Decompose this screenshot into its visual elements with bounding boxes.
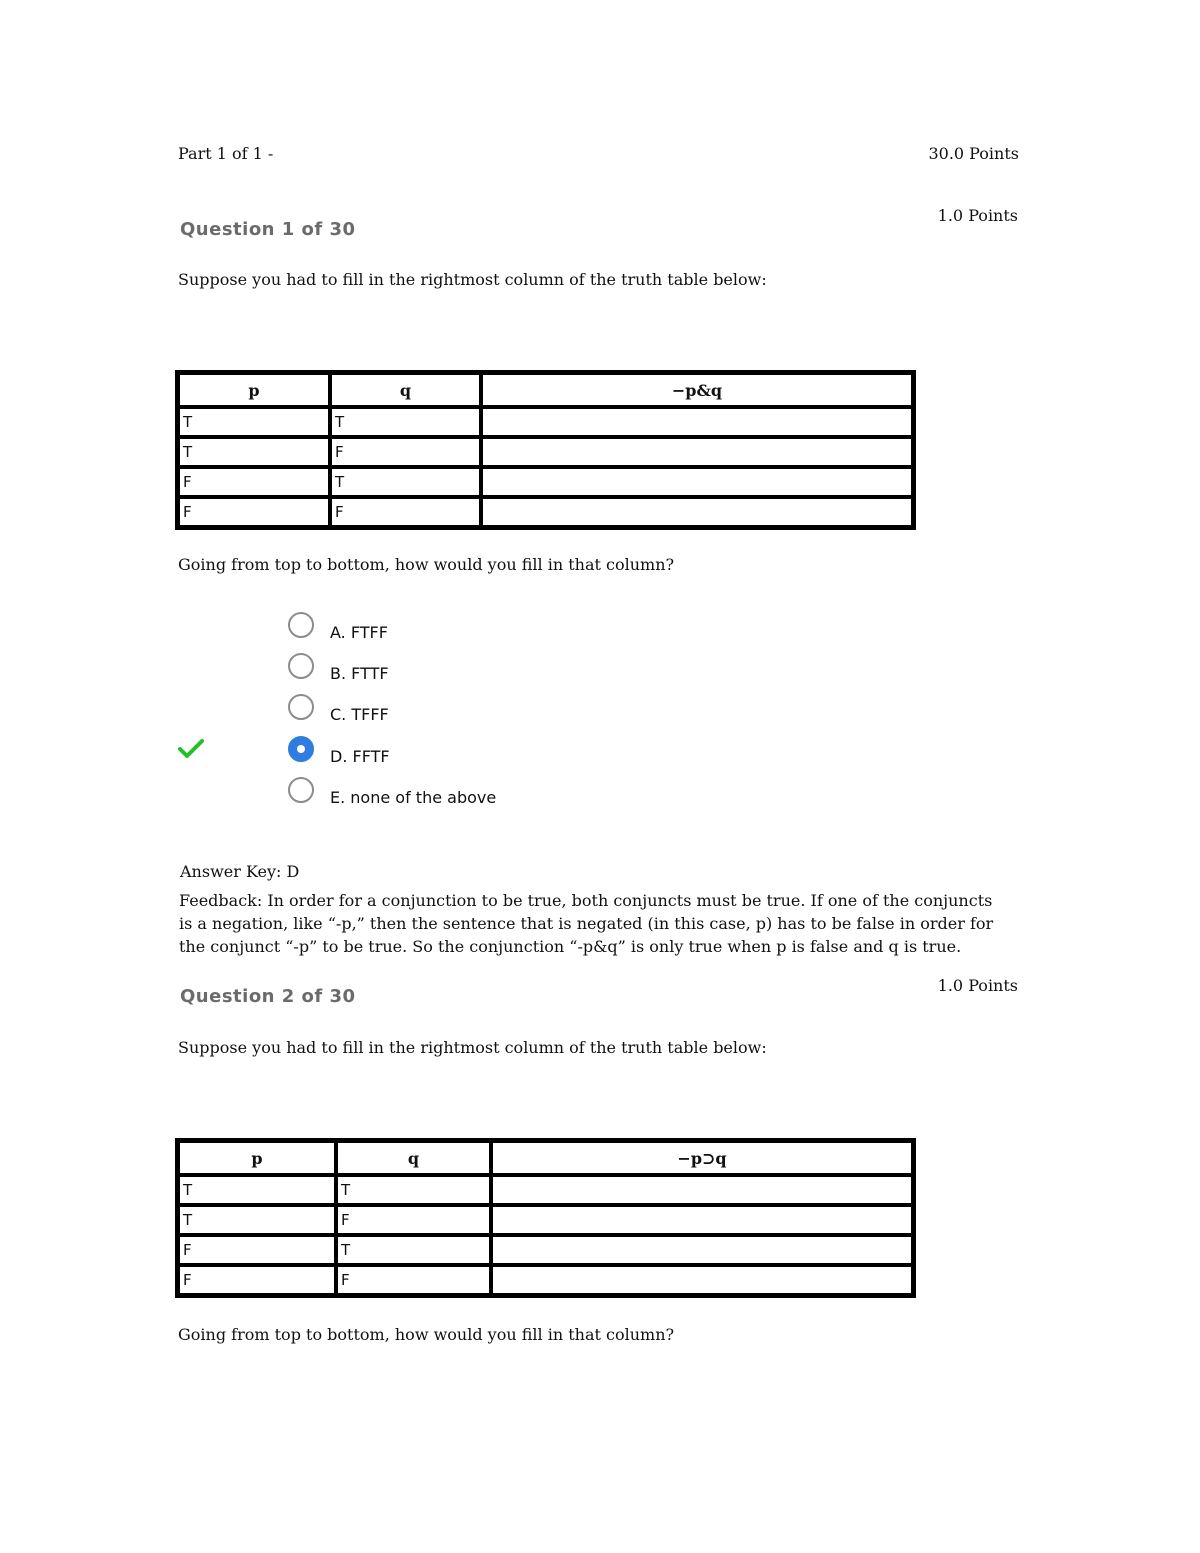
table-cell: F: [178, 467, 330, 497]
table-cell: F: [336, 1205, 491, 1235]
feedback-text: Feedback: In order for a conjunction to be true, both conjuncts must be true. If one of the conjuncts is a negation, like “-p,” then the sentence that is negated (in this case, p) has to be false in order for the conjunct “-p” to be true. So the conjunction “-p&q” is only true when p is false and q is true.: [179, 891, 994, 956]
table-row: [178, 1205, 913, 1235]
table-header-cell: q: [330, 373, 481, 407]
choice-a[interactable]: [288, 608, 388, 642]
table-cell: F: [336, 1265, 491, 1295]
table-cell: T: [178, 437, 330, 467]
answer-key: Answer Key: D: [180, 862, 300, 881]
total-points: 30.0 Points: [928, 144, 1019, 163]
question-2-prompt: Suppose you had to fill in the rightmost column of the truth table below:: [178, 1038, 767, 1057]
table-cell: [491, 1265, 913, 1295]
table-cell: F: [178, 1265, 336, 1295]
question-2-title: Question 2 of 30: [180, 986, 356, 1007]
table-row: [178, 1235, 913, 1265]
question-1-truth-table: [175, 370, 916, 530]
table-row: [178, 437, 913, 467]
question-1-followup: Going from top to bottom, how would you fill in that column?: [178, 555, 675, 574]
radio-dot: [297, 745, 305, 753]
table-cell: [491, 1205, 913, 1235]
choice-label: C. TFFF: [330, 704, 389, 724]
table-cell: T: [178, 1205, 336, 1235]
choice-d[interactable]: [288, 732, 390, 766]
choice-label: B. FTTF: [330, 663, 389, 683]
table-row: [178, 1265, 913, 1295]
table-cell: T: [336, 1175, 491, 1205]
choice-label: D. FFTF: [330, 746, 390, 766]
table-header-row: [178, 1141, 913, 1175]
table-header-row: [178, 373, 913, 407]
table-row: [178, 407, 913, 437]
table-header-cell: p: [178, 373, 330, 407]
question-1-prompt: Suppose you had to fill in the rightmost column of the truth table below:: [178, 270, 767, 289]
table-cell: F: [330, 497, 481, 527]
table-cell: [481, 497, 913, 527]
table-header-cell: −p&q: [481, 373, 913, 407]
table-header-cell: p: [178, 1141, 336, 1175]
question-2-points: 1.0 Points: [937, 976, 1018, 995]
table-cell: F: [178, 1235, 336, 1265]
question-1-title: Question 1 of 30: [180, 219, 356, 240]
question-1-points: 1.0 Points: [937, 206, 1018, 225]
table-row: [178, 467, 913, 497]
table-cell: [481, 467, 913, 497]
choice-label: E. none of the above: [330, 787, 497, 807]
table-cell: T: [330, 407, 481, 437]
question-2-followup: Going from top to bottom, how would you fill in that column?: [178, 1325, 675, 1344]
table-cell: [491, 1175, 913, 1205]
table-cell: F: [330, 437, 481, 467]
table-cell: [491, 1235, 913, 1265]
choice-b[interactable]: [288, 649, 389, 683]
table-row: [178, 1175, 913, 1205]
table-cell: F: [178, 497, 330, 527]
question-2-truth-table: [175, 1138, 916, 1298]
radio-button[interactable]: [288, 612, 314, 638]
table-cell: T: [178, 407, 330, 437]
part-label: Part 1 of 1 -: [178, 144, 274, 163]
choice-c[interactable]: [288, 690, 389, 724]
radio-button[interactable]: [288, 694, 314, 720]
table-row: [178, 497, 913, 527]
table-cell: [481, 437, 913, 467]
choice-e[interactable]: [288, 773, 496, 807]
choice-label: A. FTFF: [330, 622, 388, 642]
check-icon: [178, 738, 204, 760]
table-cell: T: [336, 1235, 491, 1265]
radio-button[interactable]: [288, 653, 314, 679]
radio-button[interactable]: [288, 777, 314, 803]
table-header-cell: −p⊃q: [491, 1141, 913, 1175]
table-cell: T: [330, 467, 481, 497]
radio-button-selected[interactable]: [288, 736, 314, 762]
table-header-cell: q: [336, 1141, 491, 1175]
table-cell: T: [178, 1175, 336, 1205]
table-cell: [481, 407, 913, 437]
